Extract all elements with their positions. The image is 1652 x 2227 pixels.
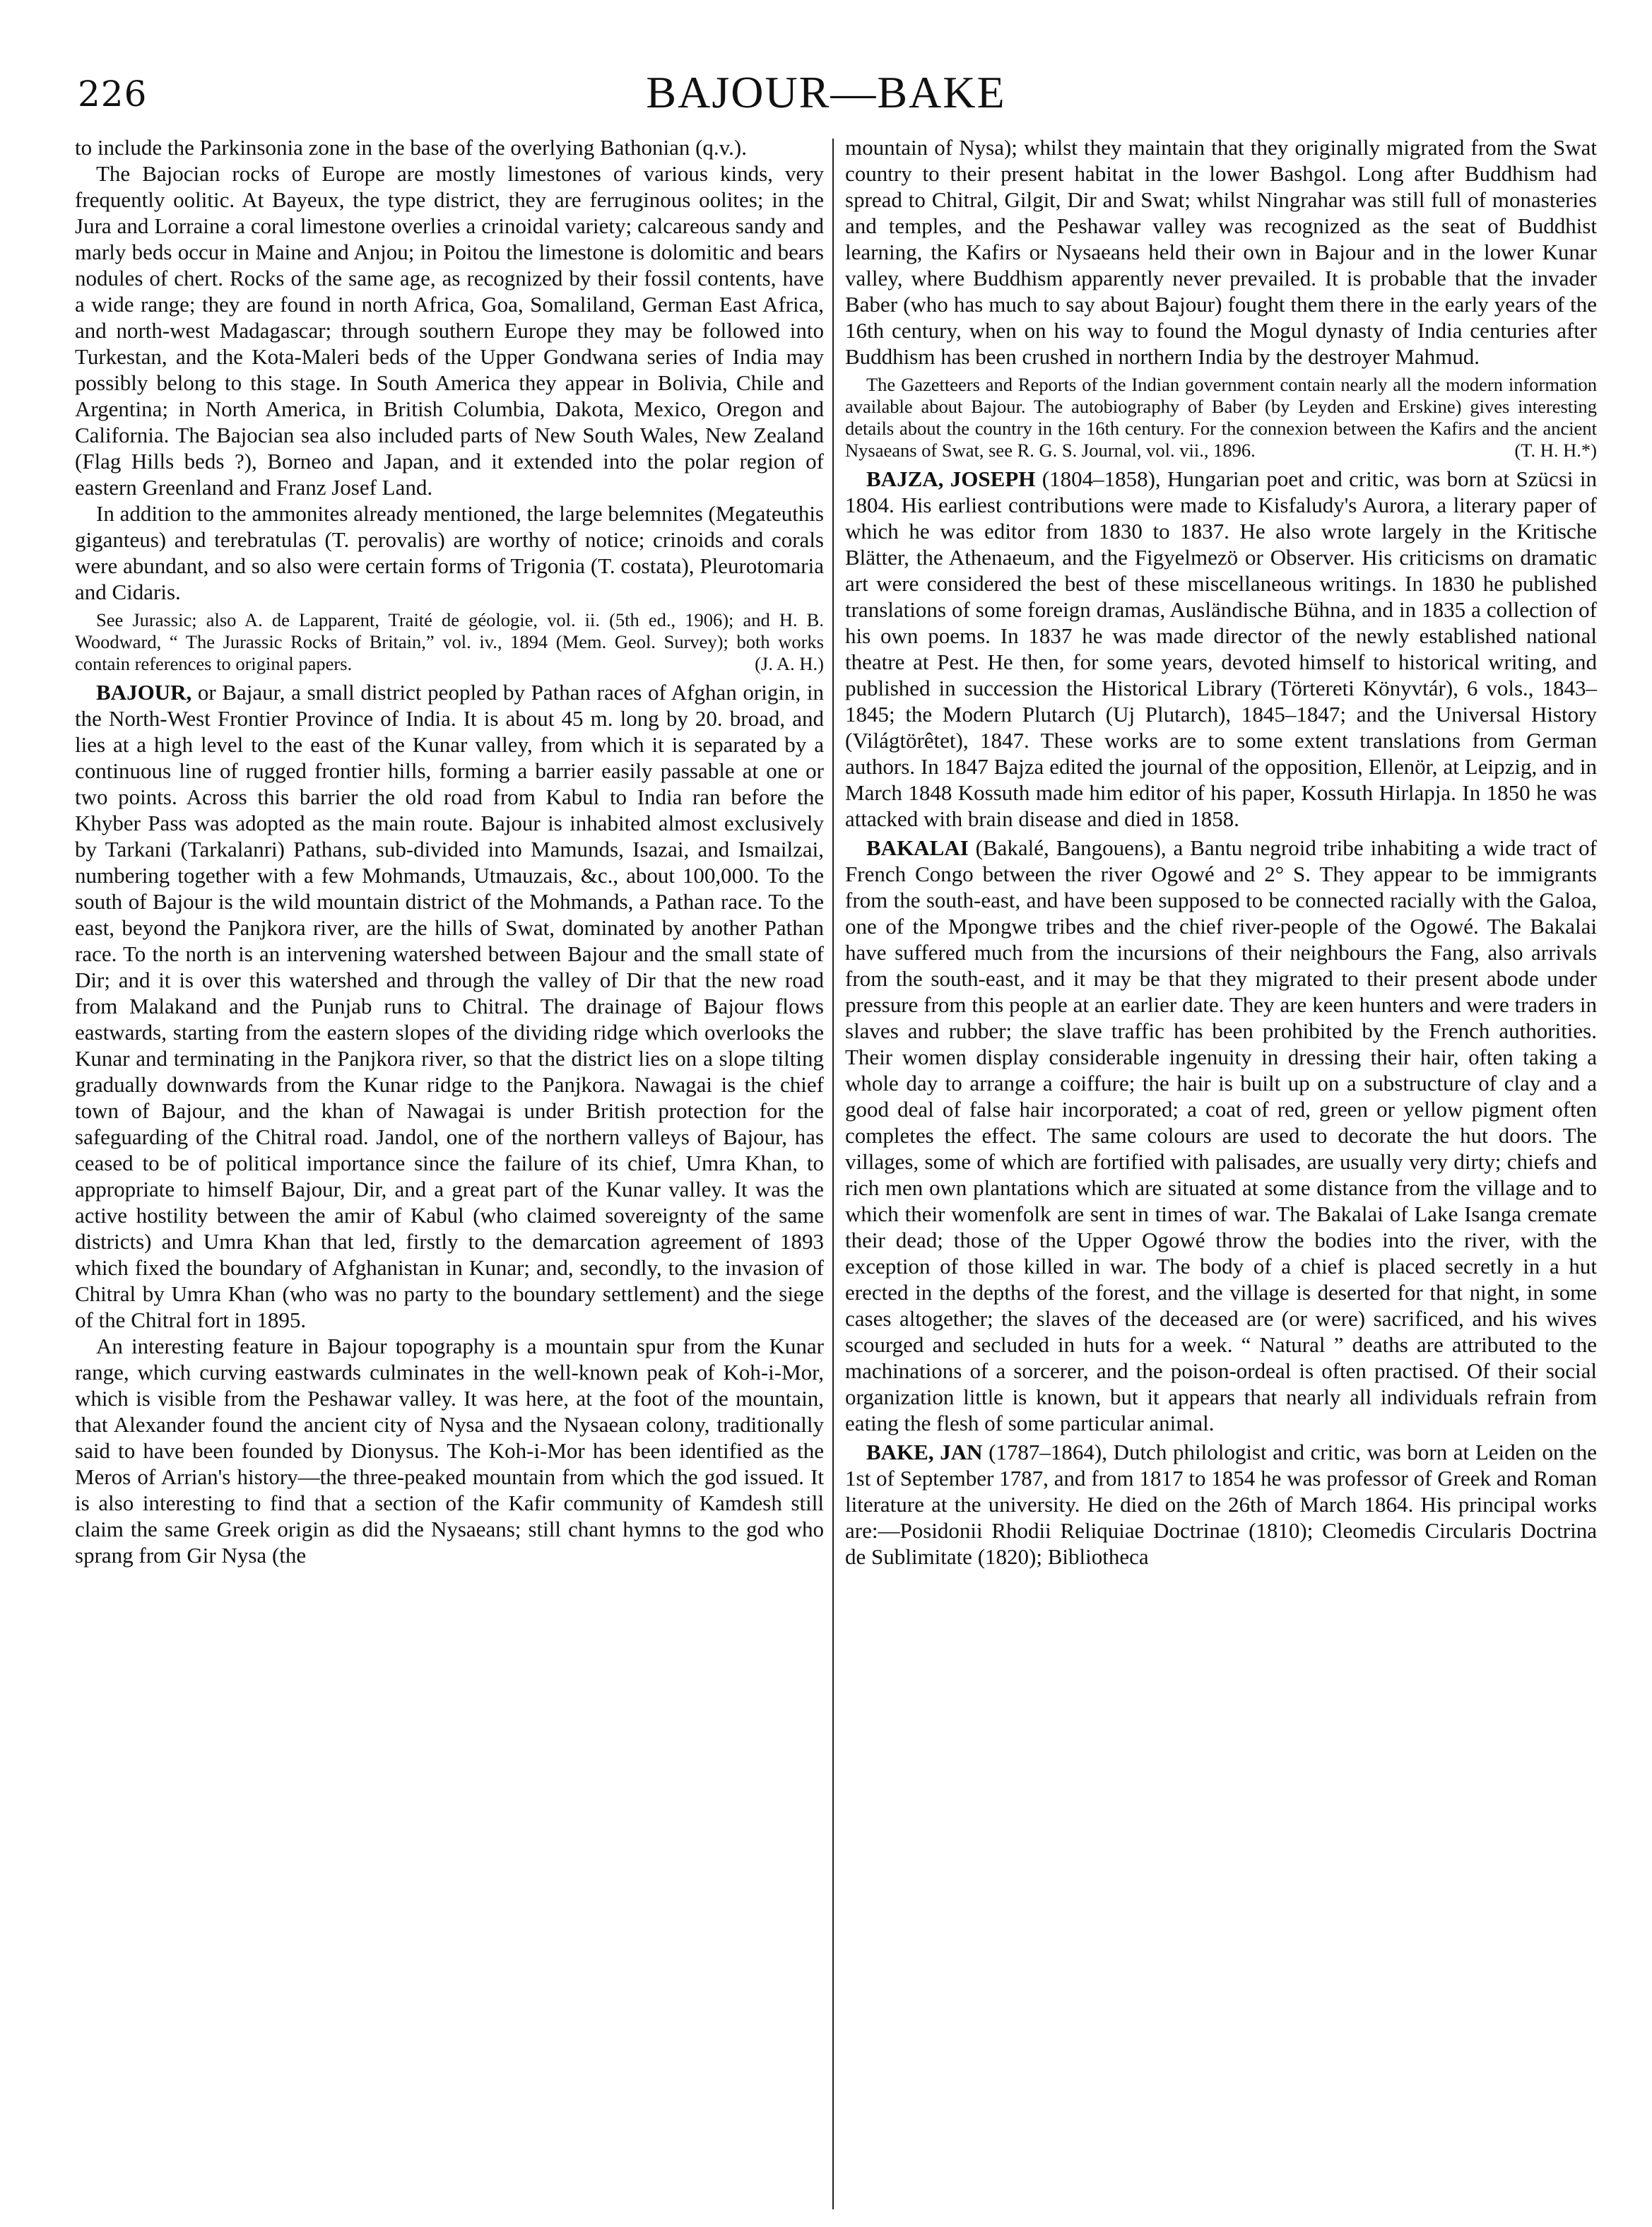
paragraph: The Bajocian rocks of Europe are mostly limestones of various kinds, very frequently oolitic. At Bayeux, the type district, they are ferruginous oolites; in the Jura and Lorraine a coral limestone overlies a crinoidal variety; calcareous sandy and marly beds occur in Maine and Anjou; in Poitou the limestone is dolomitic and bears nodules of chert. Rocks of the same age, as recognized by their fossil contents, have a wide range; they are found in north Africa, Goa, Somaliland, German East Africa, and north-west Madagascar; through southern Europe they may be followed into Turkestan, and the Kota-Maleri beds of the Upper Gondwana series of India may possibly belong to this stage. In South America they appear in Bolivia, Chile and Argentina; in North America, in British Columbia, Dakota, Mexico, Oregon and California. The Bajocian sea also included parts of New South Wales, New Zealand (Flag Hills beds ?), Borneo and Japan, and it extended into the polar region of eastern Greenland and Franz Josef Land. bbox=[75, 161, 824, 500]
headword: BAKE, JAN bbox=[866, 1440, 983, 1464]
paragraph: mountain of Nysa); whilst they maintain that they originally migrated from the Swat country to their present habitat in the lower Bashgol. Long after Buddhism had spread to Chitral, Gilgit, Dir and Swat; whilst Ningrahar was still full of monasteries and temples, and the Peshawar valley was recognized as the seat of Buddhist learning, the Kafirs or Nysaeans held their own in Bajour and in the lower Kunar valley, where Buddhism apparently never prevailed. It is probable that the invader Baber (who has much to say about Bajour) fought them there in the early years of the 16th century, when on his way to found the Mogul dynasty of India centuries after Buddhism has been crushed in northern India by the destroyer Mahmud. bbox=[845, 135, 1597, 369]
note-text: The Gazetteers and Reports of the Indian government contain nearly all the modern information available about Bajour. The autobiography of Baber (by Leyden and Erskine) gives interesting details about the country in the 16th century. For the connexion between the Kafirs and the ancient Nysaeans of Swat, see R. G. S. Journal, vol. vii., 1896. bbox=[845, 374, 1597, 461]
entry-bakalai bbox=[845, 835, 1597, 1436]
entry-text: (1804–1858), Hungarian poet and critic, was born at Szücsi in 1804. His earliest contributions were made to Kisfaludy's Aurora, a literary paper of which he was editor from 1830 to 1837. He also wrote largely in the Kritische Blätter, the Athenaeum, and the Figyelmezö or Observer. His criticisms on dramatic art were considered the best of these miscellaneous writings. In 1830 he published translations of some foreign dramas, Ausländische Bühna, and in 1835 a collection of his own poems. In 1837 he was made director of the newly established national theatre at Pest. He then, for some years, devoted himself to historical writing, and published in succession the Historical Library (Törtereti Könyvtár), 6 vols., 1843–1845; the Modern Plutarch (Uj Plutarch), 1845–1847; and the Universal History (Világtörêtet), 1847. These works are to some extent translations from German authors. In 1847 Bajza edited the journal of the opposition, Ellenör, at Leipzig, and in March 1848 Kossuth made him editor of his paper, Kossuth Hirlapja. In 1850 he was attacked with brain disease and died in 1858. bbox=[845, 466, 1597, 831]
entry-text: (Bakalé, Bangouens), a Bantu negroid tribe inhabiting a wide tract of French Congo between the river Ogowé and 2° S. They appear to be immigrants from the south-east, and have been supposed to be connected racially with the Galoa, one of the Mpongwe tribes and the chief river-people of the Ogowé. The Bakalai have suffered much from the incursions of their neighbours the Fang, also arrivals from the south-east, and it may be that they migrated to their present abode under pressure from this people at an earlier date. They are keen hunters and were traders in slaves and rubber; the slave traffic has been prohibited by the French authorities. Their women display considerable ingenuity in dressing their hair, often taking a whole day to arrange a coiffure; the hair is built up on a substructure of clay and a good deal of false hair incorporated; a coat of red, green or yellow pigment often completes the effect. The same colours are used to decorate the hut doors. The villages, some of which are fortified with palisades, are usually very dirty; chiefs and rich men own plantations which are situated at some distance from the village and to which their womenfolk are sent in times of war. The Bakalai of Lake Isanga cremate their dead; those of the Upper Ogowé throw the bodies into the river, with the exception of those killed in war. The body of a chief is placed secretly in a hut erected in the depths of the forest, and the village is deserted for that night, in some cases altogether; the slaves of the deceased are (or were) sacrificed, and his wives scourged and secluded in huts for a week. “ Natural ” deaths are attributed to the machinations of a sorcerer, and the poison-ordeal is often practised. Of their social organization little is known, but it appears that nearly all individuals refrain from eating the flesh of some particular animal. bbox=[845, 835, 1598, 1435]
left-column bbox=[75, 134, 824, 1568]
headword: BAKALAI bbox=[866, 835, 969, 860]
right-column bbox=[845, 134, 1597, 1570]
entry-bajza bbox=[845, 466, 1597, 832]
entry-text: or Bajaur, a small district peopled by Pathan races of Afghan origin, in the North-West Frontier Province of India. It is about 45 m. long by 20. broad, and lies at a high level to the east of the Kunar valley, from which it is separated by a continuous line of rugged frontier hills, forming a barrier easily passable at one or two points. Across this barrier the old road from Kabul to India ran before the Khyber Pass was adopted as the main route. Bajour is inhabited almost exclusively by Tarkani (Tarkalanri) Pathans, sub-divided into Mamunds, Isazai, and Ismailzai, numbering together with a few Mohmands, Utmauzais, &c., about 100,000. To the south of Bajour is the wild mountain district of the Mohmands, a Pathan race. To the east, beyond the Panjkora river, are the hills of Swat, dominated by another Pathan race. To the north is an intervening watershed between Bajour and the small state of Dir; and it is over this watershed and through the valley of Dir that the new road from Malakand and the Punjab runs to Chitral. The drainage of Bajour flows eastwards, starting from the eastern slopes of the dividing ridge which overlooks the Kunar and terminating in the Panjkora river, so that the district lies on a slope tilting gradually downwards from the Kunar ridge to the Panjkora. Nawagai is the chief town of Bajour, and the khan of Nawagai is under British protection for the safeguarding of the Chitral road. Jandol, one of the northern valleys of Bajour, has ceased to be of political importance since the failure of its chief, Umra Khan, to appropriate to himself Bajour, Dir, and a great part of the Kunar valley. It was the active hostility between the amir of Kabul (who claimed sovereignty of the same districts) and Umra Khan that led, firstly to the demarcation agreement of 1893 which fixed the boundary of Afghanistan in Kunar; and, secondly, to the invasion of Chitral by Umra Khan (who was no party to the boundary settlement) and the siege of the Chitral fort in 1895. bbox=[75, 680, 824, 1332]
paragraph: In addition to the ammonites already mentioned, the large belemnites (Megateuthis giganteus) and terebratulas (T. perovalis) are worthy of notice; crinoids and corals were abundant, and so also were certain forms of Trigonia (T. costata), Pleurotomaria and Cidaris. bbox=[75, 501, 824, 604]
paragraph: to include the Parkinsonia zone in the base of the overlying Bathonian (q.v.). bbox=[75, 135, 747, 160]
paragraph: An interesting feature in Bajour topography is a mountain spur from the Kunar range, which curving eastwards culminates in the well-known peak of Koh-i-Mor, which is visible from the Peshawar valley. It was here, at the foot of the mountain, that Alexander found the ancient city of Nysa and the Nysaean colony, traditionally said to have been founded by Dionysus. The Koh-i-Mor has been identified as the Meros of Arrian's history—the three-peaked mountain from which the god issued. It is also interesting to find that a section of the Kafir community of Kamdesh still claim the same Greek origin as did the Nysaeans; still chant hymns to the god who sprang from Gir Nysa (the bbox=[75, 1334, 824, 1568]
entry-bajour bbox=[75, 679, 824, 1333]
column-divider bbox=[832, 139, 834, 2209]
page-title: BAJOUR—BAKE bbox=[646, 67, 1006, 117]
author-initials: (J. A. H.) bbox=[755, 653, 824, 674]
headword: BAJOUR, bbox=[96, 680, 192, 705]
entry-bake bbox=[845, 1439, 1597, 1570]
entry-text: (1787–1864), Dutch philologist and critic, was born at Leiden on the 1st of September 1787, and from 1817 to 1854 he was professor of Greek and Roman literature at the university. He died on the 26th of March 1864. His principal works are:—Posidonii Rhodii Reliquiae Doctrinae (1810); Cleomedis Circularis Doctrina de Sublimitate (1820); Bibliotheca bbox=[845, 1440, 1597, 1569]
page-number: 226 bbox=[78, 74, 148, 114]
author-initials: (T. H. H.*) bbox=[1514, 440, 1597, 461]
page-header bbox=[78, 66, 1574, 123]
bibliography-note bbox=[75, 609, 824, 675]
note-text: See Jurassic; also A. de Lapparent, Traité de géologie, vol. ii. (5th ed., 1906); and H. B. Woodward, “ The Jurassic Rocks of Britain,” vol. iv., 1894 (Mem. Geol. Survey); both works contain references to original papers. bbox=[75, 609, 824, 674]
bibliography-note bbox=[845, 374, 1597, 462]
headword: BAJZA, JOSEPH bbox=[866, 466, 1036, 491]
